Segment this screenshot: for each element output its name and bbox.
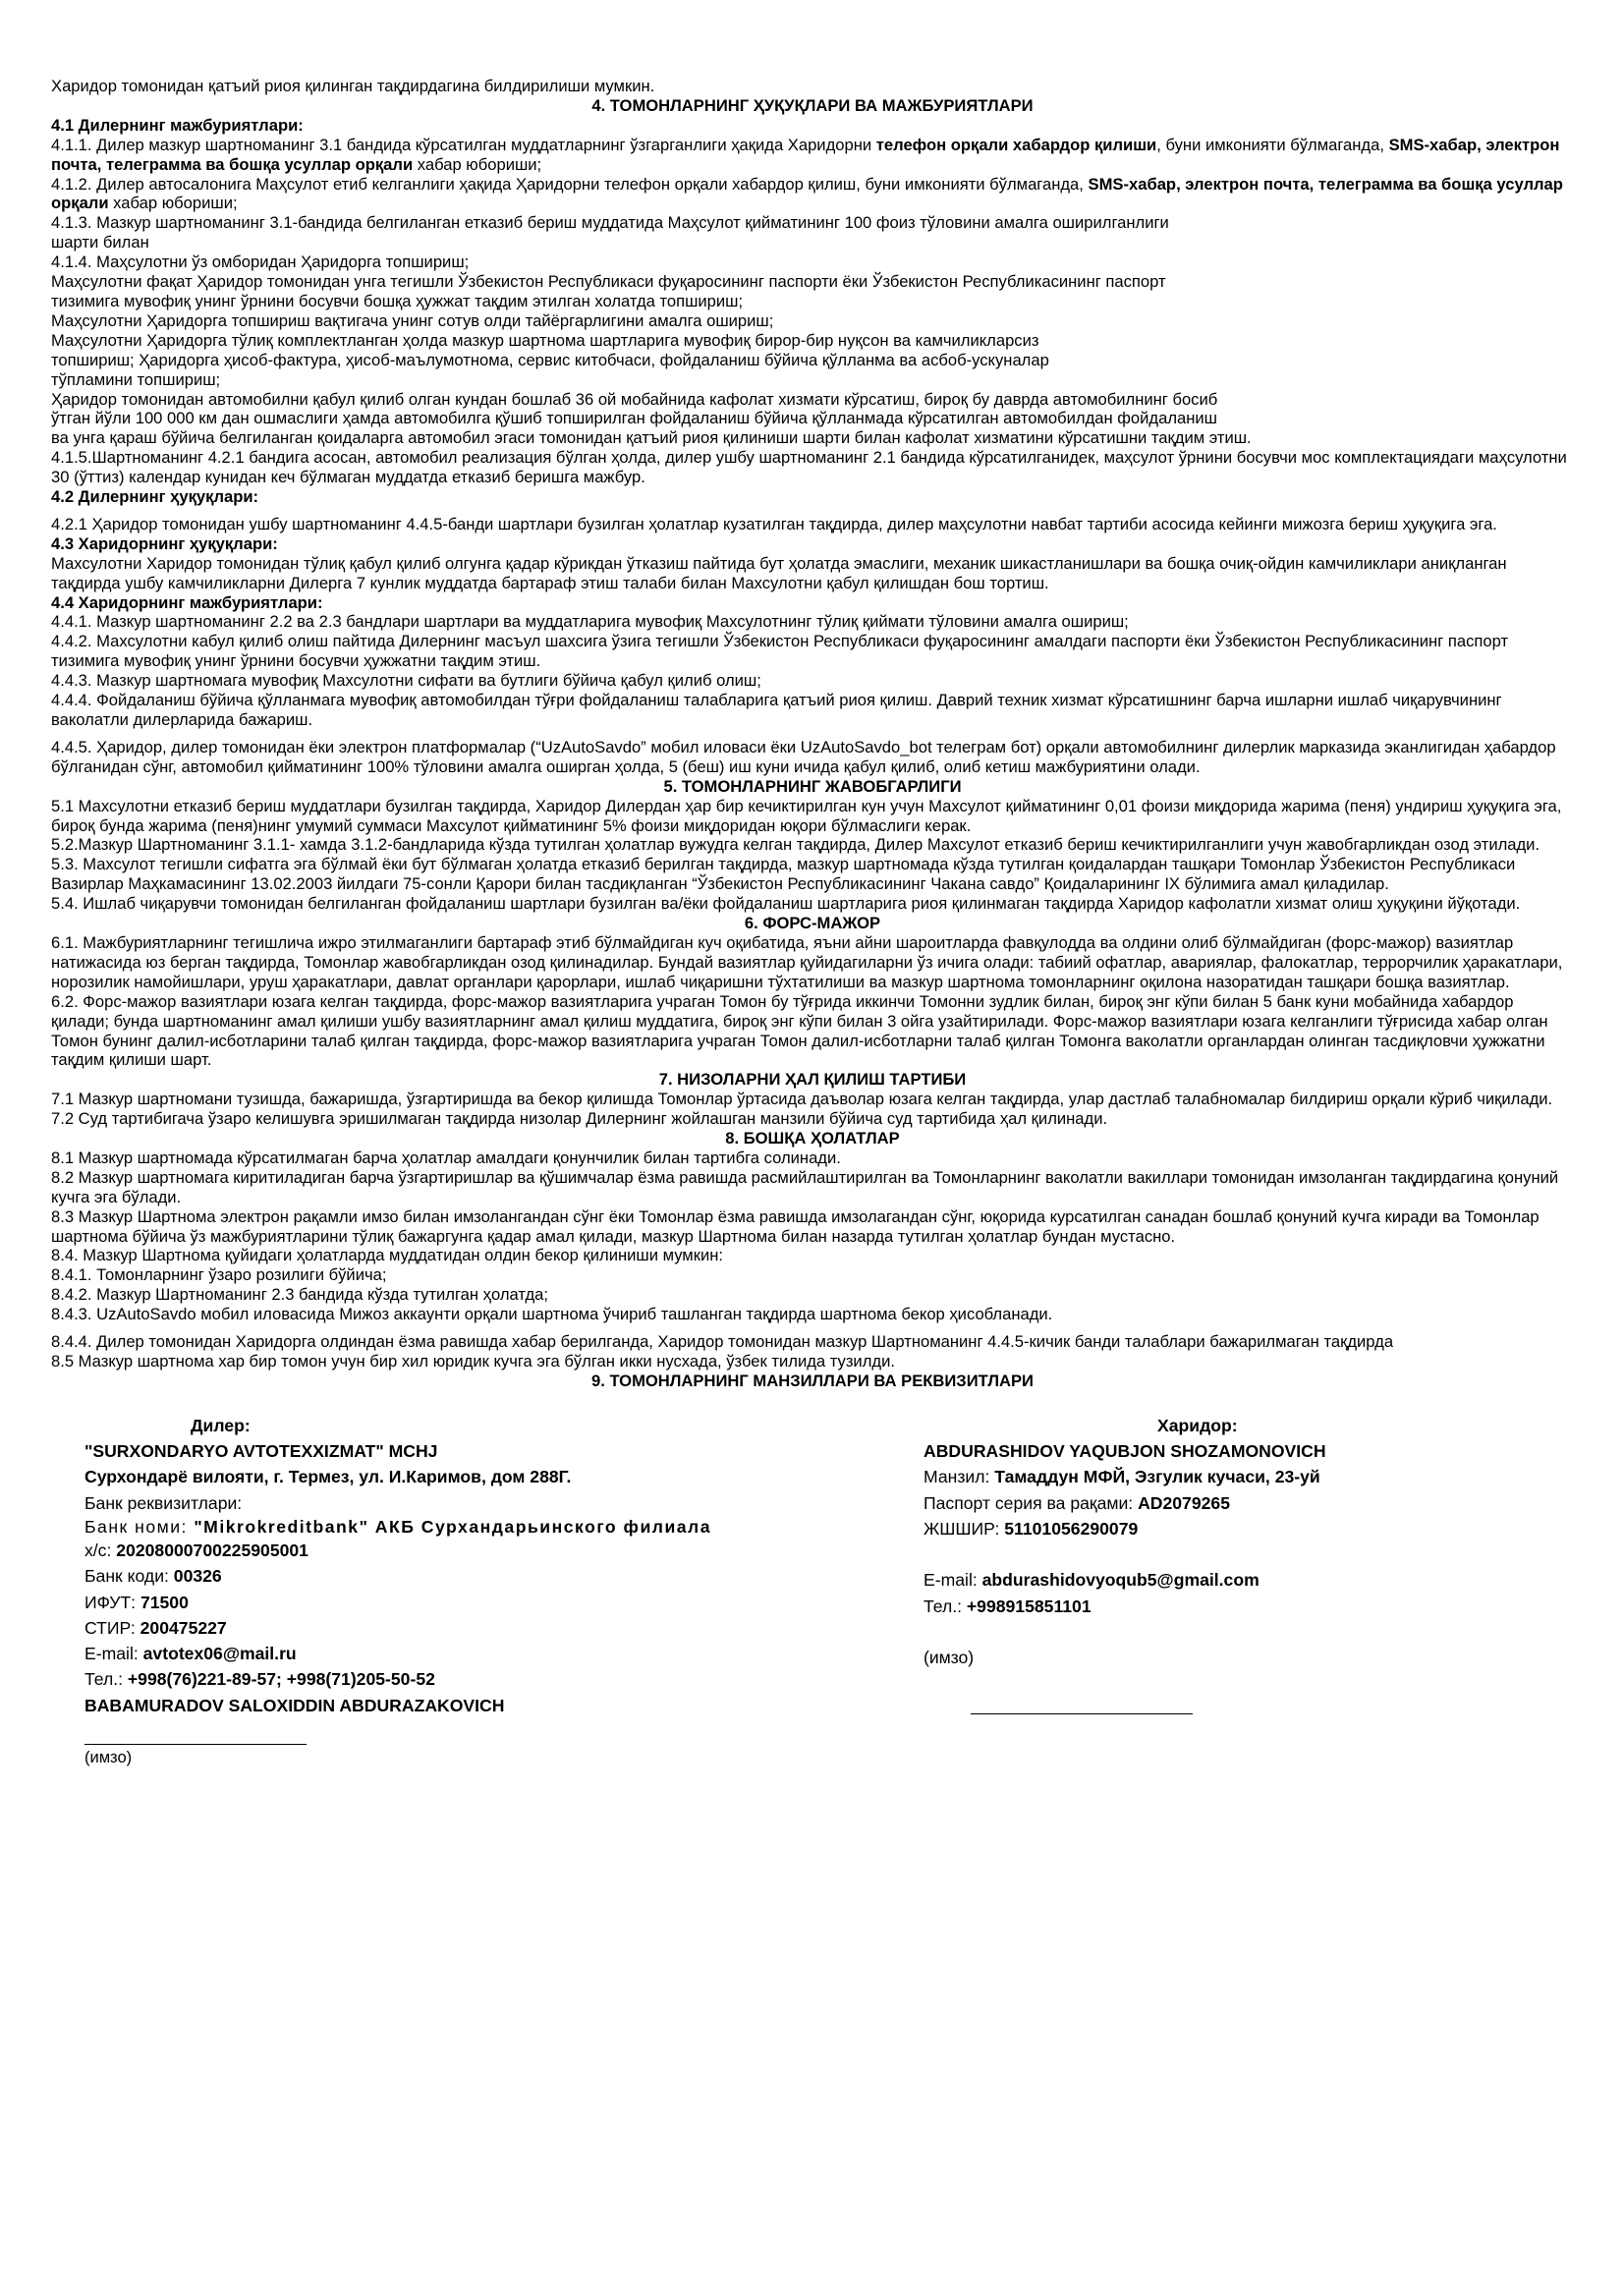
clause-8-5: 8.5 Мазкур шартнома хар бир томон учун бир хил юридик кучга эга бўлган икки нусхада, ўзбек тилида тузилди. [51,1352,895,1371]
clause-text: хабар юбориши; [108,194,238,213]
clause-text: хабар юбориши; [413,154,542,174]
dealer-phone-row [84,1666,713,1692]
clause-5-1: 5.1 Махсулотни етказиб бериш муддатлари бузилган тақдирда, Харидор Дилердан ҳар бир кечиктирилган кун учун Махсулот қийматининг 0,01 фоизи миқдорида жарима (пеня) ундириш ҳуқуқига эга, бироқ бунда жарима (пеня)нинг умумий суммаси Махсулот қийматининг 5% фоизи миқдоридан юқори бўлмаслиги керак. [51,796,1562,835]
clause-warranty-line: Ҳаридор томонидан автомобилни қабул қилиб олган кундан бошлаб 36 ой мобайнида кафолат хизмати кўрсатиш, бироқ бу даврда автомобилнинг босиб [51,389,1218,409]
buyer-address-row [924,1464,1552,1489]
clause-8-4-2: 8.4.2. Мазкур Шартноманинг 2.3 бандида кўзда тутилган ҳолатда; [51,1285,548,1305]
dealer-director: BABAMURADOV SALOXIDDIN ABDURAZAKOVICH [84,1695,505,1715]
clause-4-1-2 [51,175,1574,214]
label: х/с: [84,1540,117,1560]
section-8-heading: 8. БОШҚА ҲОЛАТЛАР [725,1129,900,1148]
clause-4-1-1 [51,136,1574,175]
dealer-account-row [84,1538,713,1563]
dealer-signature-caption: (имзо) [84,1748,133,1767]
buyer-phone: +998915851101 [966,1596,1092,1616]
clause-4-4-1: 4.4.1. Мазкур шартноманинг 2.2 ва 2.3 бандлари шартлари ва муддатларига мувофиқ Махсулотнинг тўлиқ қиймати тўловини амалга ошириш; [51,612,1129,632]
label: Тел.: [924,1596,967,1616]
section-4-heading: 4. ТОМОНЛАРНИНГ ҲУҚУҚЛАРИ ВА МАЖБУРИЯТЛАРИ [591,95,1034,115]
dealer-bank-requisites: Банк реквизитлари: [84,1492,243,1513]
buyer-title: Харидор: [1157,1415,1238,1435]
clause-4-1-4-line: тизимига мувофиқ унинг ўрнини босувчи бошқа ҳужжат тақдим этилган холатда топшириш; [51,291,744,310]
label: Манзил: [924,1467,995,1487]
label: СТИР: [84,1617,140,1638]
buyer-passport: AD2079265 [1138,1492,1230,1513]
clause-text: , буни имконияти бўлмаганда, [1156,135,1389,154]
clause-4-4-3: 4.4.3. Мазкур шартномага мувофиқ Махсулотни сифати ва бутлиги бўйича қабул қилиб олиш; [51,671,761,691]
label: ИФУТ: [84,1592,140,1612]
buyer-jshshir: 51101056290079 [1004,1519,1139,1539]
dealer-title: Дилер: [191,1415,251,1435]
section-7-heading: 7. НИЗОЛАРНИ ҲАЛ ҚИЛИШ ТАРТИБИ [658,1070,967,1090]
dealer-bank-code-row [84,1563,713,1589]
buyer-email: abdurashidovyoqub5@gmail.com [981,1570,1260,1591]
subsection-4-1-heading: 4.1 Дилернинг мажбуриятлари: [51,115,304,135]
section-9-heading: 9. ТОМОНЛАРНИНГ МАНЗИЛЛАРИ ВА РЕКВИЗИТЛАРИ [591,1371,1034,1390]
clause-4-1-4-line: Маҳсулотни Ҳаридорга топшириш вақтигача унинг сотув олди тайёргарлигини амалга ошириш; [51,310,774,330]
buyer-email-row [924,1567,1552,1593]
clause-bold: SMS-хабар, электрон почта, телеграмма ва бошқа усуллар орқали [51,135,1560,174]
buyer-passport-row [924,1490,1552,1516]
clause-4-1-4-line: Маҳсулотни Ҳаридорга тўлиқ комплектланган ҳолда мазкур шартнома шартларига мувофиқ бирор-бир нуқсон ва камчиликларсиз [51,330,1039,350]
dealer-ifut: 71500 [140,1592,189,1612]
clause-8-4-3: 8.4.3. UzAutoSavdo мобил иловасида Мижоз аккаунти орқали шартнома ўчириб ташланган тақдирда шартнома бекор ҳисобланади. [51,1305,1053,1324]
dealer-stir-row [84,1615,713,1641]
clause-text: 4.1.1. Дилер мазкур шартноманинг 3.1 бандида кўрсатилган муддатларнинг ўзгарганлиги ҳақида Харидорни [51,135,876,154]
label: Тел.: [84,1669,128,1690]
clause-bold: телефон орқали хабардор қилиши [875,135,1157,154]
dealer-account: 20208000700225905001 [116,1540,308,1560]
dealer-address: Сурхондарё вилояти, г. Термез, ул. И.Каримов, дом 288Г. [84,1467,572,1487]
clause-warranty-line: ўтган йўли 100 000 км дан ошмаслиги ҳамда автомобилга қўшиб топширилган фойдаланиш бўйича қўлланмада кўрсатилган автомобилдан фойдаланиш [51,409,1217,428]
clause-8-4: 8.4. Мазкур Шартнома қуйидаги ҳолатларда муддатидан олдин бекор қилиниши мумкин: [51,1246,724,1265]
buyer-column [924,1413,1552,1714]
intro-line: Харидор томонидан қатъий риоя қилинган тақдирдагина билдирилиши мумкин. [51,77,655,95]
clause-7-1: 7.1 Мазкур шартномани тузишда, бажаришда, ўзгартиришда ва бекор қилишда Томонлар ўртасида даъволар юзага келган тақдирда, улар дастлаб талабномалар билдириш орқали кўриб чиқилади. [51,1090,1553,1109]
dealer-ifut-row [84,1590,713,1615]
dealer-email-row [84,1641,713,1666]
clause-4-1-4-line: тўпламини топшириш; [51,369,221,389]
buyer-signature-caption: (имзо) [924,1647,975,1667]
clause-5-4: 5.4. Ишлаб чиқарувчи томонидан белгиланган фойдаланиш шартлари бузилган ва/ёки фойдаланиш шартларига риоя қилинмаган тақдирда Харидор кафолатли хизмат олиш ҳуқуқини йўқотади. [51,894,1521,914]
buyer-jshshir-row [924,1516,1552,1541]
clause-4-4-2: 4.4.2. Махсулотни кабул қилиб олиш пайтида Дилернинг масъул шахсига ўзига тегишли Ўзбекистон Республикаси фуқаросининг амалдаги паспорти ёки Ўзбекистон Республикасининг паспорт тизимига мувофиқ унинг ўрнини босувчи ҳужжатни тақдим этиш. [51,632,1509,671]
clause-4-1-3: 4.1.3. Мазкур шартноманинг 3.1-бандида белгиланган етказиб бериш муддатида Маҳсулот қийматининг 100 фоиз тўловини амалга оширилганлиги [51,213,1169,233]
dealer-column [84,1413,713,1771]
clause-4-4-5: 4.4.5. Ҳаридор, дилер томонидан ёки электрон платформалар (“UzAutoSavdo” мобил иловаси ёки UzAutoSavdo_bot телеграм бот) орқали автомобилнинг дилерлик марказида эканлигидан ҳабардор бўлганидан сўнг, автомобил қийматининг 100% тўловини амалга оширган ҳолда, 5 (беш) иш куни ичида қабул қилиб, олиб кетиш мажбуриятини олади. [51,737,1556,776]
clause-4-1-5: 4.1.5.Шартноманинг 4.2.1 бандига асосан, автомобил реализация бўлган ҳолда, дилер ушбу шартноманинг 2.1 бандида кўрсатилганидек, маҳсулот ўрнини босувчи мос комплектациядаги маҳсулотни 30 (ўттиз) календар кунидан кеч бўлмаган муддатда етказиб беришга мажбур. [51,448,1567,487]
section-6-heading: 6. ФОРС-МАЖОР [744,914,881,933]
clause-bold: SMS-хабар, электрон почта, телеграмма ва бошқа усуллар орқали [51,174,1563,213]
clause-8-4-4: 8.4.4. Дилер томонидан Харидорга олдиндан ёзма равишда хабар берилганда, Харидор томонидан мазкур Шартноманинг 4.4.5-кичик банди талаблари бажарилмаган тақдирда [51,1332,1394,1352]
clause-4-1-4: 4.1.4. Маҳсулотни ўз омборидан Ҳаридорга топшириш; [51,252,470,272]
dealer-bank-name: "Mikrokreditbank" АКБ Сурхандарьинского филиала [194,1517,712,1537]
clause-7-2: 7.2 Суд тартибигача ўзаро келишувга эришилмаган тақдирда низолар Дилернинг жойлашган манзили бўйича суд тартибида ҳал қилинади. [51,1109,1108,1129]
dealer-stir: 200475227 [140,1617,227,1638]
subsection-4-3-heading: 4.3 Харидорнинг ҳуқуқлари: [51,533,278,553]
subsection-4-4-heading: 4.4 Харидорнинг мажбуриятлари: [51,592,323,612]
requisites-block [51,1413,1574,1825]
clause-8-1: 8.1 Мазкур шартномада кўрсатилмаган барча ҳолатлар амалдаги қонунчилик билан тартибга солинади. [51,1148,841,1167]
label: E-mail: [924,1570,982,1591]
clause-5-2: 5.2.Мазкур Шартноманинг 3.1.1- хамда 3.1.2-бандларида кўзда тутилган ҳолатлар вужудга келган тақдирда, Дилер Махсулот етказиб бериш кечиктирилганлиги учун жавобгарликдан озод этилади. [51,835,1540,855]
clause-4-1-4-line: топшириш; Ҳаридорга ҳисоб-фактура, ҳисоб-маълумотнома, сервис китобчаси, фойдаланиш бўйича қўлланма ва асбоб-ускуналар [51,350,1049,369]
clause-warranty-line: ва унга қараш бўйича белгиланган қоидаларга автомобил эгаси томонидан қатъий риоя қилиниши шарти билан кафолат хизматини кўрсатишни тақдим этиш. [51,428,1252,448]
clause-6-2: 6.2. Форс-мажор вазиятлари юзага келган тақдирда, форс-мажор вазиятларига учраган Томон бу тўғрида иккинчи Томонни зудлик билан, бироқ энг кўпи билан 5 банк куни мобайнида хабардор қилади; бунда шартноманинг амал қилиши ушбу вазиятларнинг амал қилиш муддатига, бироқ энг кўпи билан 3 ойга узайтирилади. Форс-мажор вазиятлари юзага келганлиги тўғрисида хабар олган Томон бунинг далил-исботларини талаб қилган тақдирда, форс-мажор вазиятларига учраган Томон далил-исботларни талаб қилган Томонга ваколатли органлардан олинган тасдиқловчи ҳужжатни тақдим қилиши шарт. [51,991,1548,1070]
dealer-bank-code: 00326 [173,1566,222,1587]
buyer-signature-line [971,1713,1193,1714]
clause-6-1: 6.1. Мажбуриятларнинг тегишлича ижро этилмаганлиги бартараф этиб бўлмайдиган куч оқибатида, яъни айни шароитларда фавқулодда ва олдини олиб бўлмайдиган (форс-мажор) вазиятлар натижасида юз берган тақдирда, Томонлар жавобгарликдан озод қилинадилар. Бундай вазиятлар қуйидагиларни ўз ичига олади: табиий офатлар, авариялар, фалокатлар, террорчилик ҳаракатлари, норозилик намойишлари, уруш ҳаракатлари, давлат органлари қарорлари, ишлаб чиқаришни тўхтатилиши ва мазкур шартнома томонларнинг оқилона назоратидан ташқари бошқа вазиятлар. [51,932,1563,991]
buyer-phone-row [924,1594,1552,1619]
buyer-name: ABDURASHIDOV YAQUBJON SHOZAMONOVICH [924,1441,1326,1462]
dealer-email: avtotex06@mail.ru [142,1644,297,1664]
clause-8-3: 8.3 Мазкур Шартнома электрон рақамли имзо билан имзолангандан сўнг ёки Томонлар ёзма равишда имзолагандан сўнг, юқорида курсатилган санадан бошлаб қонуний кучга киради ва Томонлар шартнома бўйича ўз мажбуриятларини тўлиқ бажаргунга қадар амал қилади, мазкур Шартнома билан назарда тутилган ҳолатлар бундан мустасно. [51,1206,1540,1246]
label: E-mail: [84,1644,143,1664]
clause-4-3: Махсулотни Харидор томонидан тўлиқ қабул қилиб олгунга қадар кўрикдан ўтказиш пайтида бут ҳолатда эмаслиги, механик шикастланишлари ва бошқа очиқ-ойдин камчиликлари аниқланган тақдирда ушбу камчиликларни Дилерга 7 кунлик муддатда бартараф этиш талаби билан Махсулотни қабул қилишдан бош тортиш. [51,553,1507,592]
subsection-4-2-heading: 4.2 Дилернинг ҳуқуқлари: [51,487,259,507]
dealer-bank-name-row [84,1516,713,1538]
clause-5-3: 5.3. Махсулот тегишли сифатга эга бўлмай ёки бут бўлмаган ҳолатда етказиб берилган тақдирда, мазкур шартномада кўзда тутилган қоидалардан ташқари Томонлар Ўзбекистон Республикаси Вазирлар Маҳкамасининг 13.02.2003 йилдаги 75-сонли Қарори билан тасдиқланган “Ўзбекистон Республикасининг Чакана савдо” Қоидаларининг IX бўлимига амал қиладилар. [51,855,1516,894]
section-5-heading: 5. ТОМОНЛАРНИНГ ЖАВОБГАРЛИГИ [663,776,962,796]
clause-4-2-1: 4.2.1 Ҳаридор томонидан ушбу шартноманинг 4.4.5-банди шартлари бузилган ҳолатлар кузатилган тақдирда, дилер маҳсулотни навбат тартиби асосида кейинги мижозга бериш ҳуқуқига эга. [51,514,1497,533]
clause-8-2: 8.2 Мазкур шартномага киритиладиган барча ўзгартиришлар ва қўшимчалар ёзма равишда расмийлаштирилган ва Томонларнинг ваколатли вакиллари томонидан имзоланган тақдирдагина қонуний кучга эга бўлади. [51,1167,1559,1206]
label: Банк коди: [84,1566,174,1587]
label: Банк номи: [84,1517,195,1537]
clause-4-4-4: 4.4.4. Фойдаланиш бўйича қўлланмага мувофиқ автомобилдан тўғри фойдаланиш талабларига қатъий риоя қилиш. Даврий техник хизмат кўрсатишнинг барча ишларни ишлаб чиқарувчининг ваколатли дилерларида бажариш. [51,691,1502,729]
clause-4-1-4-line: Маҳсулотни фақат Ҳаридор томонидан унга тегишли Ўзбекистон Республикаси фуқаросининг паспорти ёки Ўзбекистон Республикасининг паспорт [51,272,1166,292]
clause-4-1-3-cont: шарти билан [51,233,149,252]
dealer-phone: +998(76)221-89-57; +998(71)205-50-52 [127,1669,435,1690]
buyer-address: Тамаддун МФЙ, Эзгулик кучаси, 23-уй [994,1467,1320,1487]
label: Паспорт серия ва рақами: [924,1492,1139,1513]
dealer-name: "SURXONDARYO AVTOTEXXIZMAT" MCHJ [84,1441,438,1462]
label: ЖШШИР: [924,1519,1005,1539]
clause-text: 4.1.2. Дилер автосалонига Маҳсулот етиб келганлиги ҳақида Ҳаридорни телефон орқали хабардор қилиш, буни имконияти бўлмаганда, [51,174,1089,194]
contract-document [51,77,1574,1825]
clause-8-4-1: 8.4.1. Томонларнинг ўзаро розилиги бўйича; [51,1265,387,1285]
